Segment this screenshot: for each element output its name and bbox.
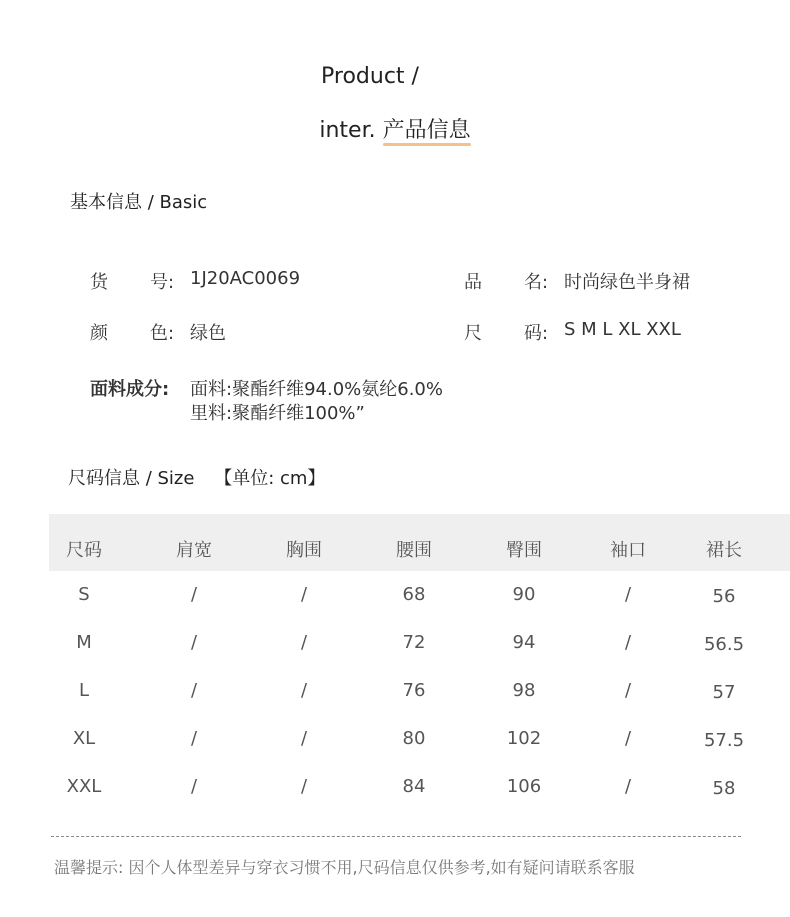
table-cell: 80 <box>402 728 426 749</box>
table-cell: S <box>78 584 90 605</box>
table-cell: / <box>624 632 632 653</box>
table-cell: / <box>190 680 198 701</box>
fabric-label: 面料成分: <box>90 379 170 400</box>
fabric-line-1: 面料:聚酯纤维94.0%氨纶6.0% <box>190 379 443 400</box>
table-cell: 76 <box>402 680 426 701</box>
table-header-cell: 肩宽 <box>176 540 212 561</box>
table-cell: / <box>624 776 632 797</box>
title-english: Product / <box>321 64 419 89</box>
table-cell: 57 <box>712 682 736 703</box>
table-cell: / <box>190 632 198 653</box>
table-cell: / <box>190 728 198 749</box>
color-label-2: 色: <box>150 323 175 344</box>
table-cell: 94 <box>512 632 536 653</box>
size-heading: 尺码信息 / Size <box>68 468 195 489</box>
table-cell: 56.5 <box>703 634 745 655</box>
table-cell: / <box>624 728 632 749</box>
size-unit: 【单位: cm】 <box>214 468 326 489</box>
table-cell: 57.5 <box>703 730 745 751</box>
table-cell: XXL <box>66 776 102 797</box>
title-chinese: 产品信息 <box>382 118 471 143</box>
table-cell: / <box>190 776 198 797</box>
table-cell: 90 <box>512 584 536 605</box>
sku-label-2: 号: <box>150 272 175 293</box>
table-cell: / <box>624 680 632 701</box>
table-cell: 84 <box>402 776 426 797</box>
table-header-cell: 腰围 <box>396 540 432 561</box>
table-cell: / <box>300 584 308 605</box>
title-line <box>0 113 790 144</box>
table-cell: 98 <box>512 680 536 701</box>
sku-label-1: 货 <box>90 272 108 293</box>
table-header-cell: 尺码 <box>66 540 102 561</box>
name-label-1: 品 <box>464 272 482 293</box>
footer-tip: 温馨提示: 因个人体型差异与穿衣习惯不用,尺码信息仅供参考,如有疑问请联系客服 <box>54 858 635 877</box>
size-value: S M L XL XXL <box>564 319 681 340</box>
table-cell: L <box>78 680 90 701</box>
table-cell: 72 <box>402 632 426 653</box>
name-label-2: 名: <box>524 272 549 293</box>
size-label-2: 码: <box>524 323 549 344</box>
name-value: 时尚绿色半身裙 <box>564 272 690 293</box>
table-header-cell: 胸围 <box>286 540 322 561</box>
table-cell: XL <box>72 728 96 749</box>
table-header-cell: 裙长 <box>706 540 742 561</box>
title-underline <box>383 143 471 146</box>
table-cell: 68 <box>402 584 426 605</box>
title-prefix: inter. <box>319 118 376 143</box>
table-header-cell: 袖口 <box>610 540 646 561</box>
size-heading-line <box>68 464 325 490</box>
dashed-divider <box>51 836 741 837</box>
basic-heading: 基本信息 / Basic <box>70 192 208 213</box>
table-header-cell: 臀围 <box>506 540 542 561</box>
table-cell: / <box>300 728 308 749</box>
table-cell: / <box>300 776 308 797</box>
table-cell: 102 <box>506 728 542 749</box>
table-cell: 56 <box>712 586 736 607</box>
table-cell: M <box>76 632 92 653</box>
table-cell: / <box>624 584 632 605</box>
table-cell: 106 <box>506 776 542 797</box>
table-cell: / <box>300 632 308 653</box>
table-cell: 58 <box>712 778 736 799</box>
size-label-1: 尺 <box>464 323 482 344</box>
fabric-line-2: 里料:聚酯纤维100%” <box>190 403 365 424</box>
table-cell: / <box>300 680 308 701</box>
title-chinese-wrap <box>383 113 471 144</box>
table-cell: / <box>190 584 198 605</box>
sku-value: 1J20AC0069 <box>190 268 301 289</box>
color-label-1: 颜 <box>90 323 108 344</box>
color-value: 绿色 <box>190 323 226 344</box>
